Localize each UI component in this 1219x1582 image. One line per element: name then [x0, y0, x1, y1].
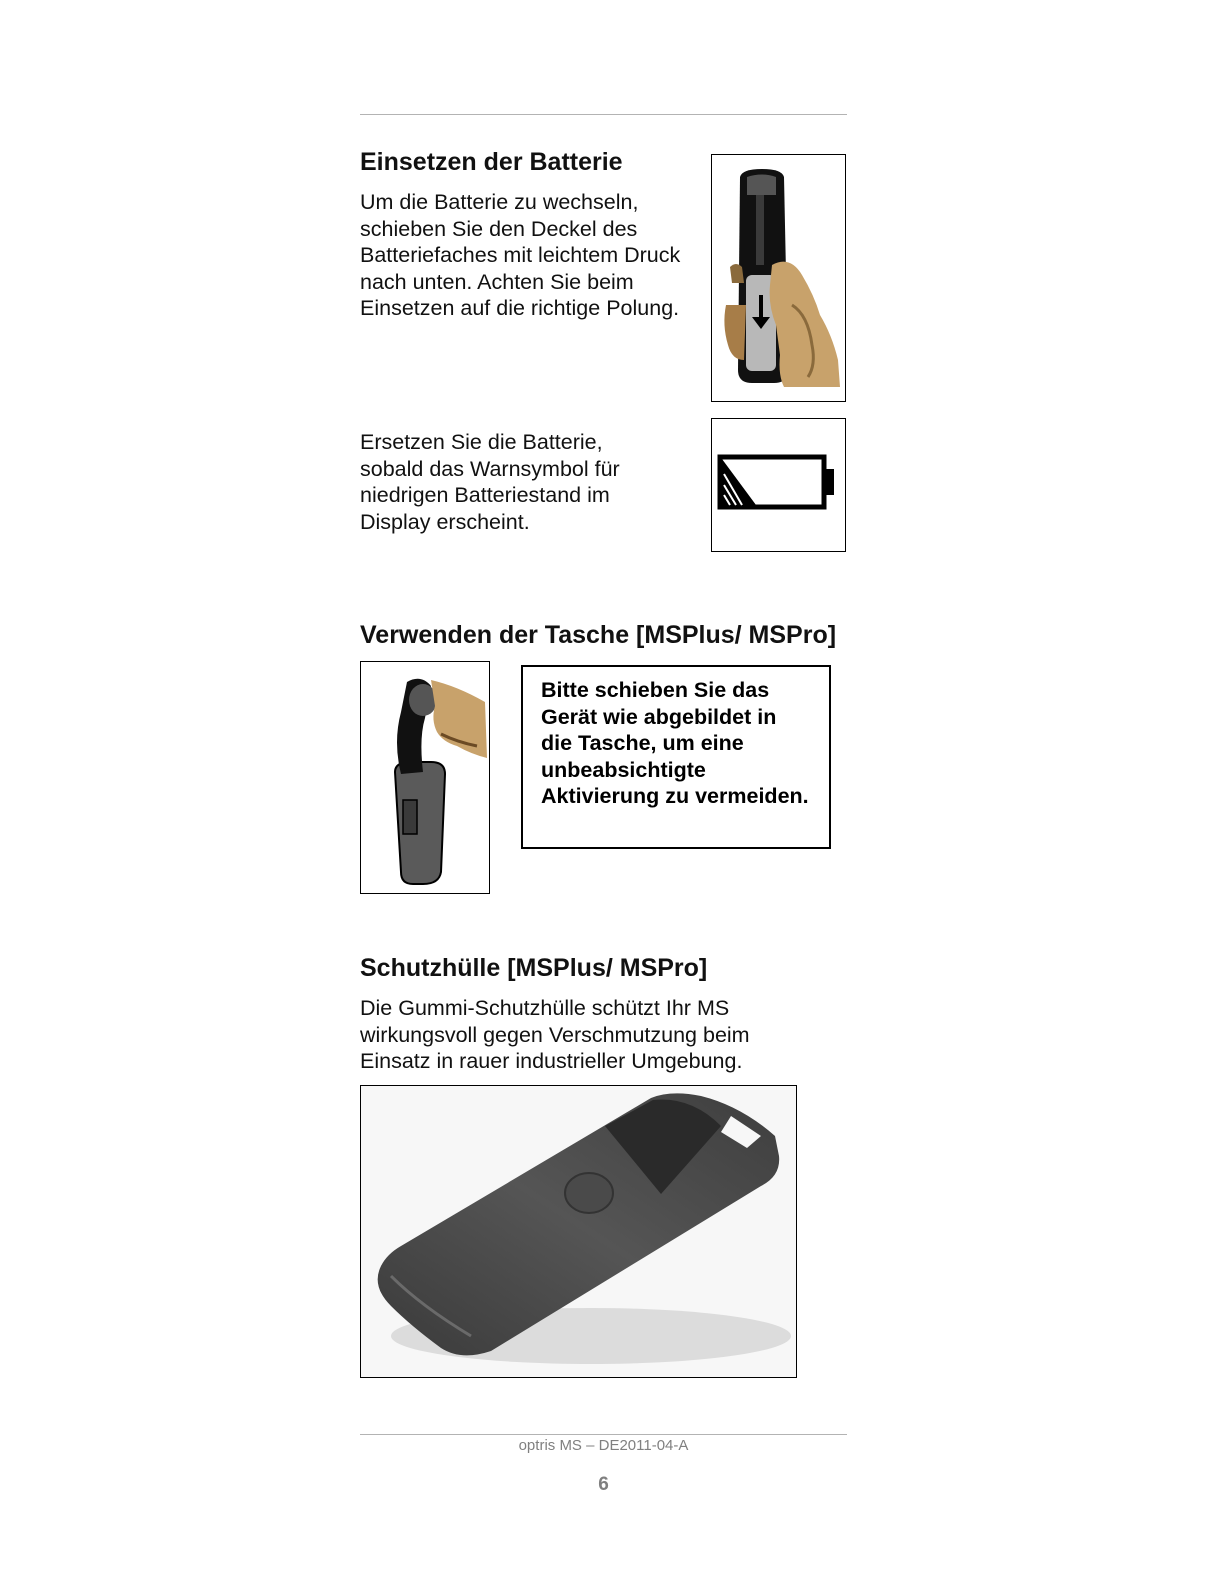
cover-section-title: Schutzhülle [MSPlus/ MSPro] [360, 954, 708, 982]
page-number: 6 [598, 1474, 609, 1495]
battery-section-title: Einsetzen der Batterie [360, 148, 623, 176]
bag-insert-illustration-icon [361, 662, 488, 892]
bag-section-title: Verwenden der Tasche [MSPlus/ MSPro] [360, 621, 837, 649]
battery-warning-text: Ersetzen Sie die Batterie, sobald das Warnsymbol für niedrigen Batteriestand im Display erscheint. [360, 430, 620, 534]
rubber-cover-photo-icon [361, 1086, 795, 1376]
bag-notice-text: Bitte schieben Sie das Gerät wie abgebildet in die Tasche, um eine unbeabsichtigte Aktivierung zu vermeiden. [541, 678, 809, 808]
bag-notice-box [521, 665, 831, 849]
battery-insert-illustration-icon [712, 155, 844, 400]
battery-section-text: Um die Batterie zu wechseln, schieben Sie den Deckel des Batteriefaches mit leichtem Druck nach unten. Achten Sie beim Einsetzen auf die richtige Polung. [360, 190, 681, 320]
bag-insert-image [360, 661, 490, 894]
rubber-cover-image [360, 1085, 797, 1378]
low-battery-icon [712, 419, 844, 550]
battery-insert-image [711, 154, 846, 402]
top-rule [360, 114, 847, 115]
bottom-rule [360, 1434, 847, 1435]
cover-section-text: Die Gummi-Schutzhülle schützt Ihr MS wirkungsvoll gegen Verschmutzung beim Einsatz in rauer industrieller Umgebung. [360, 996, 750, 1073]
footer-doc-id: optris MS – DE2011-04-A [518, 1437, 689, 1454]
low-battery-image [711, 418, 846, 552]
